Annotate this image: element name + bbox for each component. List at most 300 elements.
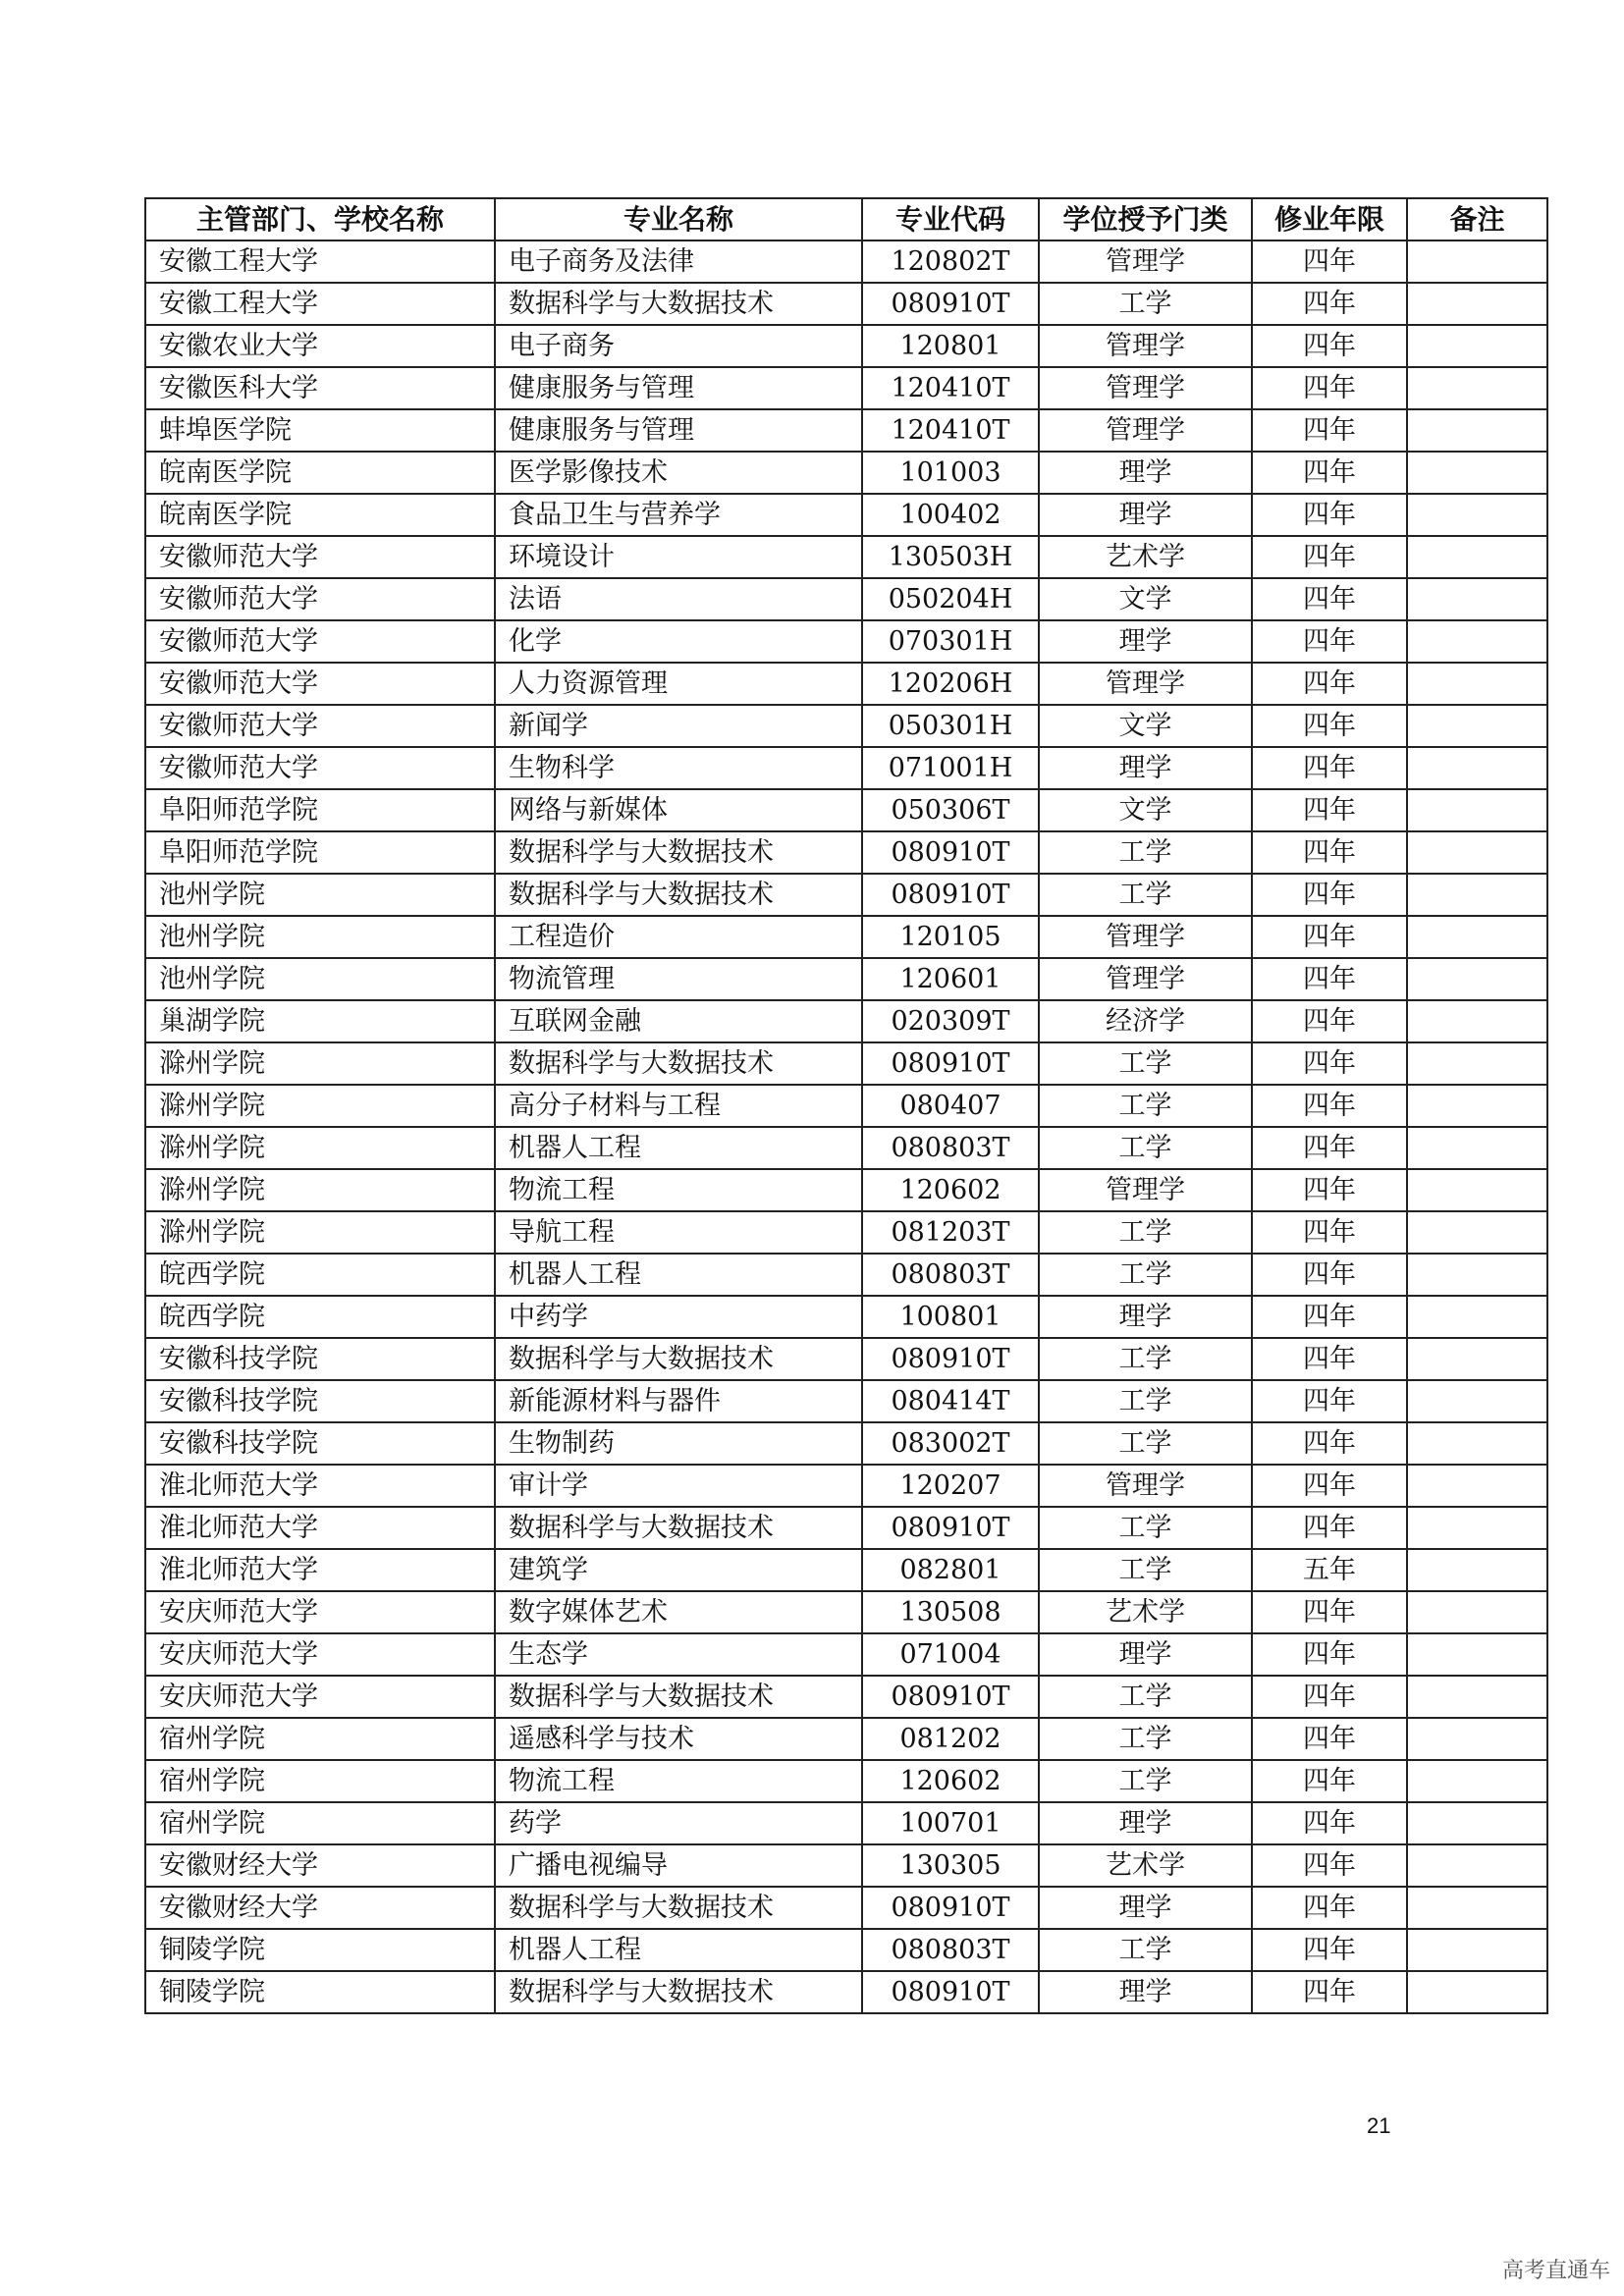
cell-major-name: 中药学 xyxy=(495,1296,862,1338)
cell-major-code: 083002T xyxy=(862,1422,1039,1465)
cell-degree-category: 工学 xyxy=(1039,1211,1252,1254)
cell-school: 安庆师范大学 xyxy=(145,1676,495,1718)
table-row xyxy=(145,1380,1547,1422)
cell-school: 阜阳师范学院 xyxy=(145,789,495,831)
cell-remarks xyxy=(1407,747,1547,789)
cell-remarks xyxy=(1407,1465,1547,1507)
cell-study-years: 四年 xyxy=(1252,452,1407,494)
cell-school: 滁州学院 xyxy=(145,1042,495,1085)
cell-major-name: 物流工程 xyxy=(495,1169,862,1211)
cell-major-code: 080407 xyxy=(862,1085,1039,1127)
cell-remarks xyxy=(1407,1380,1547,1422)
cell-study-years: 四年 xyxy=(1252,578,1407,620)
cell-remarks xyxy=(1407,1296,1547,1338)
cell-remarks xyxy=(1407,916,1547,958)
cell-major-name: 电子商务及法律 xyxy=(495,240,862,283)
cell-school: 安徽师范大学 xyxy=(145,578,495,620)
cell-study-years: 四年 xyxy=(1252,1085,1407,1127)
cell-degree-category: 文学 xyxy=(1039,789,1252,831)
cell-major-code: 070301H xyxy=(862,620,1039,663)
table-row xyxy=(145,1676,1547,1718)
cell-remarks xyxy=(1407,1591,1547,1633)
cell-degree-category: 工学 xyxy=(1039,1380,1252,1422)
header-degree-category: 学位授予门类 xyxy=(1039,198,1252,240)
table-row xyxy=(145,409,1547,452)
cell-school: 池州学院 xyxy=(145,916,495,958)
cell-major-code: 130508 xyxy=(862,1591,1039,1633)
cell-major-code: 080910T xyxy=(862,1676,1039,1718)
cell-major-name: 网络与新媒体 xyxy=(495,789,862,831)
table-row xyxy=(145,1127,1547,1169)
cell-major-code: 050306T xyxy=(862,789,1039,831)
cell-degree-category: 管理学 xyxy=(1039,663,1252,705)
cell-major-code: 080910T xyxy=(862,1971,1039,2013)
cell-major-code: 080414T xyxy=(862,1380,1039,1422)
cell-degree-category: 艺术学 xyxy=(1039,536,1252,578)
cell-school: 安徽医科大学 xyxy=(145,367,495,409)
cell-study-years: 四年 xyxy=(1252,1380,1407,1422)
cell-degree-category: 工学 xyxy=(1039,1085,1252,1127)
cell-school: 安庆师范大学 xyxy=(145,1633,495,1676)
cell-school: 滁州学院 xyxy=(145,1211,495,1254)
cell-major-code: 120410T xyxy=(862,367,1039,409)
cell-remarks xyxy=(1407,1844,1547,1887)
cell-study-years: 四年 xyxy=(1252,620,1407,663)
header-school: 主管部门、学校名称 xyxy=(145,198,495,240)
cell-major-code: 120602 xyxy=(862,1169,1039,1211)
table-row xyxy=(145,578,1547,620)
table-row xyxy=(145,1591,1547,1633)
cell-degree-category: 理学 xyxy=(1039,1802,1252,1844)
cell-study-years: 四年 xyxy=(1252,367,1407,409)
cell-remarks xyxy=(1407,409,1547,452)
cell-remarks xyxy=(1407,663,1547,705)
cell-degree-category: 工学 xyxy=(1039,1254,1252,1296)
table-row xyxy=(145,789,1547,831)
table-row xyxy=(145,1211,1547,1254)
cell-school: 安庆师范大学 xyxy=(145,1591,495,1633)
cell-major-code: 100801 xyxy=(862,1296,1039,1338)
cell-school: 安徽财经大学 xyxy=(145,1844,495,1887)
cell-degree-category: 文学 xyxy=(1039,578,1252,620)
cell-school: 铜陵学院 xyxy=(145,1971,495,2013)
table-row xyxy=(145,705,1547,747)
cell-degree-category: 管理学 xyxy=(1039,367,1252,409)
header-major-code: 专业代码 xyxy=(862,198,1039,240)
cell-study-years: 四年 xyxy=(1252,1169,1407,1211)
cell-major-name: 化学 xyxy=(495,620,862,663)
cell-degree-category: 管理学 xyxy=(1039,409,1252,452)
cell-study-years: 四年 xyxy=(1252,705,1407,747)
cell-major-code: 130503H xyxy=(862,536,1039,578)
cell-degree-category: 理学 xyxy=(1039,494,1252,536)
cell-remarks xyxy=(1407,1929,1547,1971)
cell-study-years: 四年 xyxy=(1252,747,1407,789)
cell-remarks xyxy=(1407,831,1547,874)
cell-remarks xyxy=(1407,452,1547,494)
cell-study-years: 四年 xyxy=(1252,1633,1407,1676)
table-row xyxy=(145,1085,1547,1127)
cell-remarks xyxy=(1407,1718,1547,1760)
cell-study-years: 四年 xyxy=(1252,1507,1407,1549)
cell-remarks xyxy=(1407,1887,1547,1929)
table-row xyxy=(145,1929,1547,1971)
cell-study-years: 四年 xyxy=(1252,789,1407,831)
header-major-name: 专业名称 xyxy=(495,198,862,240)
majors-table xyxy=(144,197,1548,2014)
cell-study-years: 四年 xyxy=(1252,283,1407,325)
cell-school: 淮北师范大学 xyxy=(145,1549,495,1591)
cell-remarks xyxy=(1407,1760,1547,1802)
cell-major-code: 020309T xyxy=(862,1000,1039,1042)
cell-study-years: 四年 xyxy=(1252,1211,1407,1254)
cell-school: 宿州学院 xyxy=(145,1802,495,1844)
cell-degree-category: 管理学 xyxy=(1039,916,1252,958)
cell-school: 安徽工程大学 xyxy=(145,283,495,325)
cell-major-code: 080910T xyxy=(862,1507,1039,1549)
table-row xyxy=(145,325,1547,367)
cell-major-code: 071004 xyxy=(862,1633,1039,1676)
cell-major-code: 080910T xyxy=(862,874,1039,916)
cell-major-name: 遥感科学与技术 xyxy=(495,1718,862,1760)
cell-school: 池州学院 xyxy=(145,958,495,1000)
cell-remarks xyxy=(1407,325,1547,367)
cell-major-code: 120801 xyxy=(862,325,1039,367)
cell-school: 安徽师范大学 xyxy=(145,536,495,578)
table-row xyxy=(145,1718,1547,1760)
cell-major-name: 数据科学与大数据技术 xyxy=(495,1507,862,1549)
cell-study-years: 五年 xyxy=(1252,1549,1407,1591)
cell-degree-category: 工学 xyxy=(1039,1507,1252,1549)
cell-major-name: 数据科学与大数据技术 xyxy=(495,283,862,325)
cell-major-name: 互联网金融 xyxy=(495,1000,862,1042)
cell-major-code: 080803T xyxy=(862,1127,1039,1169)
cell-remarks xyxy=(1407,1254,1547,1296)
cell-major-name: 机器人工程 xyxy=(495,1254,862,1296)
table-row xyxy=(145,1000,1547,1042)
table-row xyxy=(145,1971,1547,2013)
cell-major-name: 食品卫生与营养学 xyxy=(495,494,862,536)
cell-major-name: 高分子材料与工程 xyxy=(495,1085,862,1127)
cell-major-name: 数据科学与大数据技术 xyxy=(495,831,862,874)
table-row xyxy=(145,452,1547,494)
cell-major-name: 数据科学与大数据技术 xyxy=(495,1676,862,1718)
cell-degree-category: 艺术学 xyxy=(1039,1591,1252,1633)
cell-major-code: 080910T xyxy=(862,283,1039,325)
table-row xyxy=(145,1169,1547,1211)
cell-degree-category: 管理学 xyxy=(1039,958,1252,1000)
cell-study-years: 四年 xyxy=(1252,494,1407,536)
cell-degree-category: 文学 xyxy=(1039,705,1252,747)
cell-remarks xyxy=(1407,1971,1547,2013)
cell-school: 滁州学院 xyxy=(145,1085,495,1127)
table-row xyxy=(145,1549,1547,1591)
cell-major-name: 环境设计 xyxy=(495,536,862,578)
table-row xyxy=(145,1844,1547,1887)
cell-remarks xyxy=(1407,1633,1547,1676)
table-row xyxy=(145,1633,1547,1676)
cell-school: 淮北师范大学 xyxy=(145,1507,495,1549)
cell-remarks xyxy=(1407,1802,1547,1844)
cell-major-code: 130305 xyxy=(862,1844,1039,1887)
table-row xyxy=(145,536,1547,578)
cell-school: 皖南医学院 xyxy=(145,494,495,536)
cell-study-years: 四年 xyxy=(1252,1676,1407,1718)
cell-remarks xyxy=(1407,1211,1547,1254)
cell-remarks xyxy=(1407,705,1547,747)
cell-study-years: 四年 xyxy=(1252,1718,1407,1760)
cell-major-code: 080803T xyxy=(862,1929,1039,1971)
cell-degree-category: 工学 xyxy=(1039,1760,1252,1802)
header-study-years: 修业年限 xyxy=(1252,198,1407,240)
cell-remarks xyxy=(1407,958,1547,1000)
cell-study-years: 四年 xyxy=(1252,831,1407,874)
cell-study-years: 四年 xyxy=(1252,325,1407,367)
cell-major-name: 电子商务 xyxy=(495,325,862,367)
cell-study-years: 四年 xyxy=(1252,1127,1407,1169)
cell-major-name: 机器人工程 xyxy=(495,1929,862,1971)
cell-degree-category: 工学 xyxy=(1039,1676,1252,1718)
cell-study-years: 四年 xyxy=(1252,1465,1407,1507)
cell-study-years: 四年 xyxy=(1252,1802,1407,1844)
table-header-row xyxy=(145,198,1547,240)
table-row xyxy=(145,1338,1547,1380)
table-row xyxy=(145,1507,1547,1549)
cell-school: 池州学院 xyxy=(145,874,495,916)
cell-major-name: 数据科学与大数据技术 xyxy=(495,1887,862,1929)
cell-remarks xyxy=(1407,578,1547,620)
table-row xyxy=(145,1042,1547,1085)
cell-school: 安徽工程大学 xyxy=(145,240,495,283)
table-row xyxy=(145,874,1547,916)
cell-remarks xyxy=(1407,1000,1547,1042)
cell-degree-category: 工学 xyxy=(1039,1042,1252,1085)
cell-school: 皖南医学院 xyxy=(145,452,495,494)
cell-degree-category: 工学 xyxy=(1039,283,1252,325)
cell-major-name: 导航工程 xyxy=(495,1211,862,1254)
cell-school: 安徽农业大学 xyxy=(145,325,495,367)
table-row xyxy=(145,283,1547,325)
cell-remarks xyxy=(1407,494,1547,536)
cell-major-name: 建筑学 xyxy=(495,1549,862,1591)
cell-major-code: 120105 xyxy=(862,916,1039,958)
cell-major-name: 物流工程 xyxy=(495,1760,862,1802)
cell-degree-category: 工学 xyxy=(1039,1127,1252,1169)
cell-degree-category: 艺术学 xyxy=(1039,1844,1252,1887)
cell-study-years: 四年 xyxy=(1252,1591,1407,1633)
cell-school: 滁州学院 xyxy=(145,1169,495,1211)
cell-degree-category: 工学 xyxy=(1039,1549,1252,1591)
cell-school: 安徽师范大学 xyxy=(145,705,495,747)
cell-major-code: 050204H xyxy=(862,578,1039,620)
cell-study-years: 四年 xyxy=(1252,240,1407,283)
cell-major-name: 数据科学与大数据技术 xyxy=(495,1971,862,2013)
cell-major-code: 120602 xyxy=(862,1760,1039,1802)
cell-school: 阜阳师范学院 xyxy=(145,831,495,874)
cell-remarks xyxy=(1407,1085,1547,1127)
cell-major-name: 药学 xyxy=(495,1802,862,1844)
cell-major-name: 新能源材料与器件 xyxy=(495,1380,862,1422)
cell-remarks xyxy=(1407,874,1547,916)
cell-remarks xyxy=(1407,1127,1547,1169)
table-row xyxy=(145,1296,1547,1338)
cell-degree-category: 理学 xyxy=(1039,1296,1252,1338)
cell-study-years: 四年 xyxy=(1252,1296,1407,1338)
cell-remarks xyxy=(1407,1422,1547,1465)
page-number: 21 xyxy=(1367,2113,1391,2138)
cell-major-name: 生物制药 xyxy=(495,1422,862,1465)
cell-major-code: 050301H xyxy=(862,705,1039,747)
cell-remarks xyxy=(1407,283,1547,325)
cell-degree-category: 工学 xyxy=(1039,831,1252,874)
cell-school: 淮北师范大学 xyxy=(145,1465,495,1507)
cell-study-years: 四年 xyxy=(1252,409,1407,452)
cell-degree-category: 理学 xyxy=(1039,620,1252,663)
table-row xyxy=(145,620,1547,663)
cell-major-name: 数据科学与大数据技术 xyxy=(495,1042,862,1085)
cell-major-code: 080910T xyxy=(862,1042,1039,1085)
cell-degree-category: 理学 xyxy=(1039,1971,1252,2013)
cell-remarks xyxy=(1407,1338,1547,1380)
cell-study-years: 四年 xyxy=(1252,1887,1407,1929)
cell-major-name: 审计学 xyxy=(495,1465,862,1507)
cell-major-code: 080910T xyxy=(862,831,1039,874)
table-row xyxy=(145,1760,1547,1802)
table-row xyxy=(145,367,1547,409)
cell-major-code: 082801 xyxy=(862,1549,1039,1591)
cell-major-code: 071001H xyxy=(862,747,1039,789)
cell-study-years: 四年 xyxy=(1252,536,1407,578)
cell-school: 皖西学院 xyxy=(145,1296,495,1338)
table-row xyxy=(145,916,1547,958)
cell-major-name: 数据科学与大数据技术 xyxy=(495,1338,862,1380)
cell-degree-category: 工学 xyxy=(1039,1422,1252,1465)
table-row xyxy=(145,663,1547,705)
watermark: 高考直通车 xyxy=(1501,2259,1610,2283)
cell-major-code: 100701 xyxy=(862,1802,1039,1844)
cell-major-name: 新闻学 xyxy=(495,705,862,747)
cell-degree-category: 管理学 xyxy=(1039,325,1252,367)
cell-major-code: 120601 xyxy=(862,958,1039,1000)
cell-school: 安徽师范大学 xyxy=(145,747,495,789)
cell-school: 滁州学院 xyxy=(145,1127,495,1169)
cell-study-years: 四年 xyxy=(1252,1422,1407,1465)
cell-remarks xyxy=(1407,620,1547,663)
cell-remarks xyxy=(1407,367,1547,409)
table-row xyxy=(145,747,1547,789)
cell-major-name: 生态学 xyxy=(495,1633,862,1676)
cell-study-years: 四年 xyxy=(1252,1338,1407,1380)
cell-major-code: 120802T xyxy=(862,240,1039,283)
cell-school: 安徽师范大学 xyxy=(145,663,495,705)
cell-major-code: 101003 xyxy=(862,452,1039,494)
cell-study-years: 四年 xyxy=(1252,1929,1407,1971)
cell-degree-category: 理学 xyxy=(1039,1887,1252,1929)
cell-remarks xyxy=(1407,240,1547,283)
cell-major-code: 120410T xyxy=(862,409,1039,452)
table-row xyxy=(145,1465,1547,1507)
table-row xyxy=(145,958,1547,1000)
cell-school: 皖西学院 xyxy=(145,1254,495,1296)
cell-remarks xyxy=(1407,1507,1547,1549)
cell-remarks xyxy=(1407,1042,1547,1085)
cell-remarks xyxy=(1407,1169,1547,1211)
cell-degree-category: 经济学 xyxy=(1039,1000,1252,1042)
cell-study-years: 四年 xyxy=(1252,916,1407,958)
cell-major-name: 工程造价 xyxy=(495,916,862,958)
cell-major-name: 机器人工程 xyxy=(495,1127,862,1169)
table-row xyxy=(145,1802,1547,1844)
cell-degree-category: 理学 xyxy=(1039,1633,1252,1676)
cell-school: 安徽科技学院 xyxy=(145,1338,495,1380)
cell-study-years: 四年 xyxy=(1252,1254,1407,1296)
cell-major-name: 数字媒体艺术 xyxy=(495,1591,862,1633)
cell-school: 巢湖学院 xyxy=(145,1000,495,1042)
cell-major-name: 广播电视编导 xyxy=(495,1844,862,1887)
cell-study-years: 四年 xyxy=(1252,1971,1407,2013)
cell-degree-category: 工学 xyxy=(1039,874,1252,916)
cell-major-name: 法语 xyxy=(495,578,862,620)
table-row xyxy=(145,831,1547,874)
cell-degree-category: 管理学 xyxy=(1039,240,1252,283)
cell-major-code: 081203T xyxy=(862,1211,1039,1254)
cell-major-name: 生物科学 xyxy=(495,747,862,789)
cell-major-code: 080910T xyxy=(862,1338,1039,1380)
cell-school: 宿州学院 xyxy=(145,1718,495,1760)
cell-remarks xyxy=(1407,789,1547,831)
cell-degree-category: 工学 xyxy=(1039,1718,1252,1760)
cell-major-code: 080803T xyxy=(862,1254,1039,1296)
table-row xyxy=(145,240,1547,283)
cell-remarks xyxy=(1407,1549,1547,1591)
cell-major-name: 物流管理 xyxy=(495,958,862,1000)
cell-study-years: 四年 xyxy=(1252,958,1407,1000)
cell-major-name: 医学影像技术 xyxy=(495,452,862,494)
cell-remarks xyxy=(1407,1676,1547,1718)
table-row xyxy=(145,494,1547,536)
cell-degree-category: 理学 xyxy=(1039,747,1252,789)
cell-degree-category: 管理学 xyxy=(1039,1169,1252,1211)
cell-degree-category: 工学 xyxy=(1039,1929,1252,1971)
cell-major-code: 081202 xyxy=(862,1718,1039,1760)
cell-study-years: 四年 xyxy=(1252,1000,1407,1042)
cell-major-code: 120207 xyxy=(862,1465,1039,1507)
cell-school: 安徽师范大学 xyxy=(145,620,495,663)
cell-school: 安徽科技学院 xyxy=(145,1422,495,1465)
cell-school: 铜陵学院 xyxy=(145,1929,495,1971)
cell-major-name: 健康服务与管理 xyxy=(495,367,862,409)
table-body xyxy=(145,240,1547,2013)
table-row xyxy=(145,1422,1547,1465)
cell-school: 蚌埠医学院 xyxy=(145,409,495,452)
cell-degree-category: 工学 xyxy=(1039,1338,1252,1380)
table-row xyxy=(145,1254,1547,1296)
cell-major-name: 数据科学与大数据技术 xyxy=(495,874,862,916)
cell-school: 安徽财经大学 xyxy=(145,1887,495,1929)
table-row xyxy=(145,1887,1547,1929)
cell-school: 宿州学院 xyxy=(145,1760,495,1802)
cell-degree-category: 管理学 xyxy=(1039,1465,1252,1507)
cell-major-name: 健康服务与管理 xyxy=(495,409,862,452)
cell-study-years: 四年 xyxy=(1252,874,1407,916)
cell-major-code: 120206H xyxy=(862,663,1039,705)
cell-degree-category: 理学 xyxy=(1039,452,1252,494)
cell-major-code: 100402 xyxy=(862,494,1039,536)
cell-remarks xyxy=(1407,536,1547,578)
cell-study-years: 四年 xyxy=(1252,1760,1407,1802)
cell-study-years: 四年 xyxy=(1252,663,1407,705)
cell-study-years: 四年 xyxy=(1252,1042,1407,1085)
